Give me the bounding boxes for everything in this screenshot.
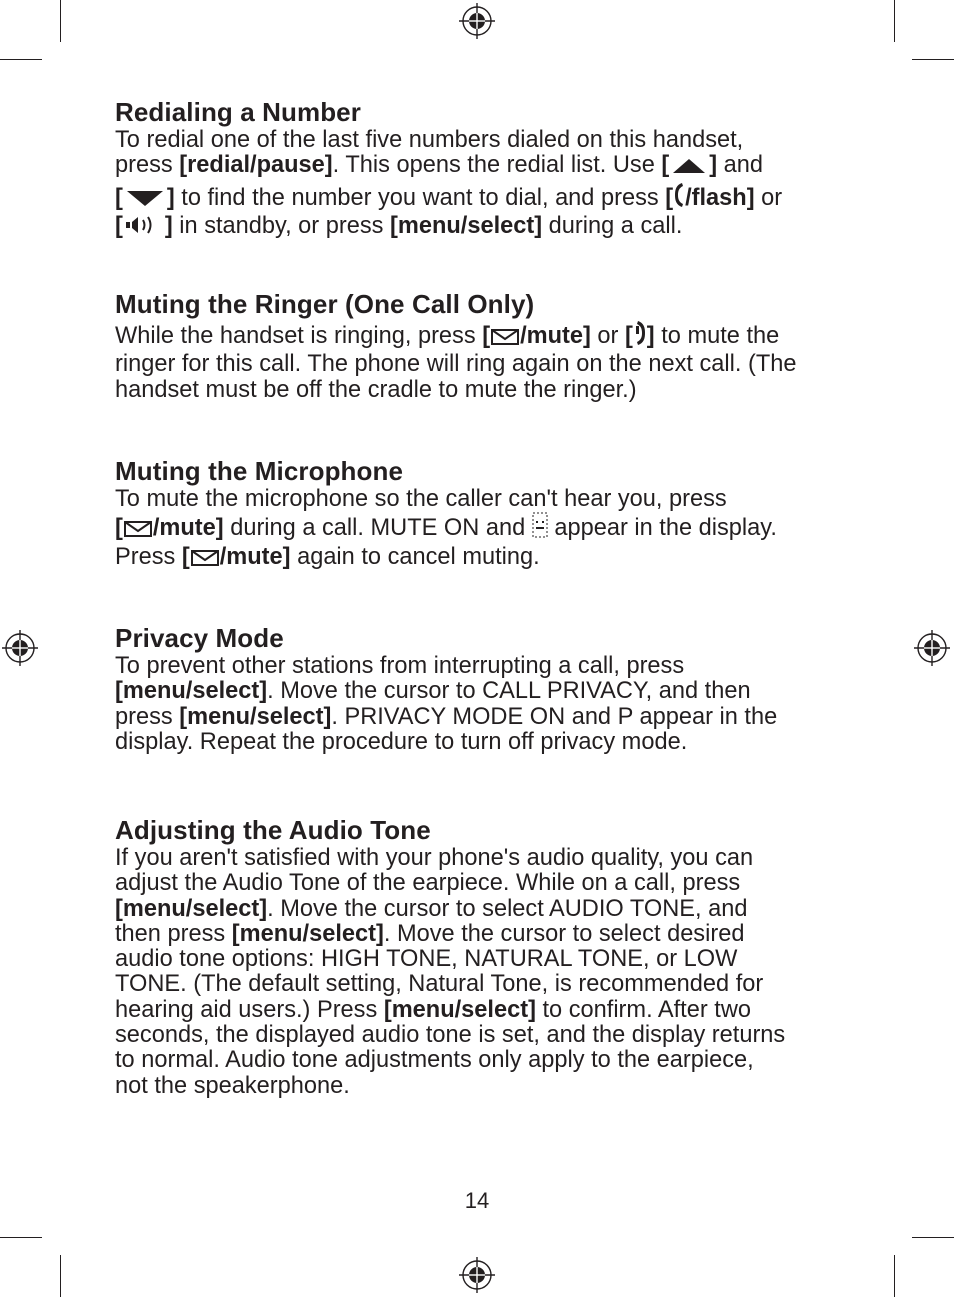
envelope-icon [190, 548, 220, 573]
crop-mark-bottom-right-h [912, 1237, 954, 1238]
crop-mark-bottom-right-v [894, 1255, 895, 1297]
speaker-icon [123, 214, 165, 242]
bold-key-label: [menu/select] [383, 996, 536, 1023]
crop-mark-top-left-h [0, 59, 42, 60]
text-run: during a call. MUTE ON and [223, 515, 532, 542]
registration-mark-icon [2, 630, 38, 666]
crop-mark-bottom-left-v [60, 1255, 61, 1297]
text-run: to find the number you want to dial, and press [174, 184, 666, 211]
section-body [115, 654, 777, 755]
section-body [115, 128, 782, 242]
registration-mark-icon [914, 630, 950, 666]
bold-key-label: ] [166, 184, 175, 211]
section-muting-microphone [115, 455, 777, 573]
text-run: . Move the cursor to select desired audio tone options: HIGH TONE, NATURAL TONE, or LOW TONE. (The default setting, Natural Tone, is recommended for hearing aid users.) Press [115, 920, 764, 1023]
section-heading: Muting the Ringer (One Call Only) [115, 289, 535, 319]
bold-key-label: [menu/select] [179, 703, 332, 730]
text-run: . Move the cursor to CALL PRIVACY, and then press [115, 678, 751, 730]
bold-key-label: [ [115, 515, 123, 542]
bold-key-label: [ [661, 152, 670, 179]
text-run: . PRIVACY MODE ON and P appear in the display. Repeat the procedure to turn off privacy mode. [115, 703, 778, 755]
bold-key-label: [ [115, 212, 123, 239]
text-run: . Move the cursor to select AUDIO TONE, and then press [115, 895, 748, 947]
text-run: and [723, 152, 764, 179]
end-call-icon [633, 320, 647, 352]
registration-mark-icon [459, 1257, 495, 1293]
up-arrow-icon [669, 155, 709, 181]
envelope-icon [123, 519, 153, 544]
text-run: If you aren't satisfied with your phone's audio quality, you can adjust the Audio Tone of the earpiece. While on a call, press [115, 845, 754, 897]
section-audio-tone [115, 814, 785, 1099]
crop-mark-top-right-v [894, 0, 895, 42]
envelope-icon [490, 327, 520, 352]
bold-key-label: [menu/select] [231, 920, 384, 947]
bold-key-label: [menu/select] [115, 678, 268, 705]
text-run: or [590, 323, 625, 349]
section-redialing [115, 96, 782, 242]
text-run: . This opens the redial list. Use [332, 152, 662, 179]
bold-key-label: /mute] [152, 515, 224, 542]
text-run: While the handset is ringing, press [115, 323, 483, 349]
section-heading: Adjusting the Audio Tone [115, 815, 431, 845]
text-run: To prevent other stations from interrupting a call, press [115, 653, 685, 679]
registration-mark-icon [459, 3, 495, 39]
section-muting-ringer [115, 288, 797, 403]
section-body [115, 320, 797, 403]
section-body [115, 487, 777, 573]
section-privacy-mode [115, 622, 777, 755]
bold-key-label: [ [482, 323, 491, 349]
text-run: to mute the ringer for this call. The phone will ring again on the next call. (The handset must be off the cradle to mute the ringer.) [115, 323, 797, 403]
bold-key-label: [ [115, 184, 123, 211]
text-run: in standby, or press [172, 212, 390, 239]
text-run: To mute the microphone so the caller can't hear you, press [115, 486, 727, 512]
bold-key-label: /mute] [520, 323, 591, 349]
bold-key-label: [ [181, 543, 190, 570]
crop-mark-bottom-left-h [0, 1237, 42, 1238]
down-arrow-icon [123, 188, 167, 214]
bold-key-label: [redial/pause] [179, 152, 333, 179]
mute-display-icon [532, 512, 548, 544]
crop-mark-top-left-v [60, 0, 61, 42]
bold-key-label: ] [164, 212, 173, 239]
text-run: again to cancel muting. [290, 543, 540, 570]
text-run: To redial one of the last five numbers dialed on this handset, press [115, 127, 744, 179]
text-run: to confirm. After two seconds, the displayed audio tone is set, and the display returns to normal. Audio tone adjustments only apply to the earpiece, not the speakerphone. [115, 996, 786, 1099]
bold-key-label: [ [665, 184, 674, 211]
bold-key-label: /mute] [219, 543, 291, 570]
bold-key-label: [menu/select] [115, 895, 268, 922]
bold-key-label: [menu/select] [389, 212, 543, 239]
bold-key-label: ] [709, 152, 718, 179]
bold-key-label: [ [624, 323, 633, 349]
text-run: during a call. [542, 212, 683, 239]
bold-key-label: ] [646, 323, 655, 349]
page-number: 14 [464, 1188, 490, 1213]
section-heading: Redialing a Number [115, 97, 361, 127]
text-run: or [761, 184, 783, 211]
crop-mark-top-right-h [912, 59, 954, 60]
section-heading: Privacy Mode [115, 623, 284, 653]
talk-handset-icon [673, 182, 685, 214]
section-body [115, 846, 785, 1099]
bold-key-label: /flash] [685, 184, 755, 211]
section-heading: Muting the Microphone [115, 456, 404, 486]
text-run: appear in the display. Press [115, 515, 777, 570]
